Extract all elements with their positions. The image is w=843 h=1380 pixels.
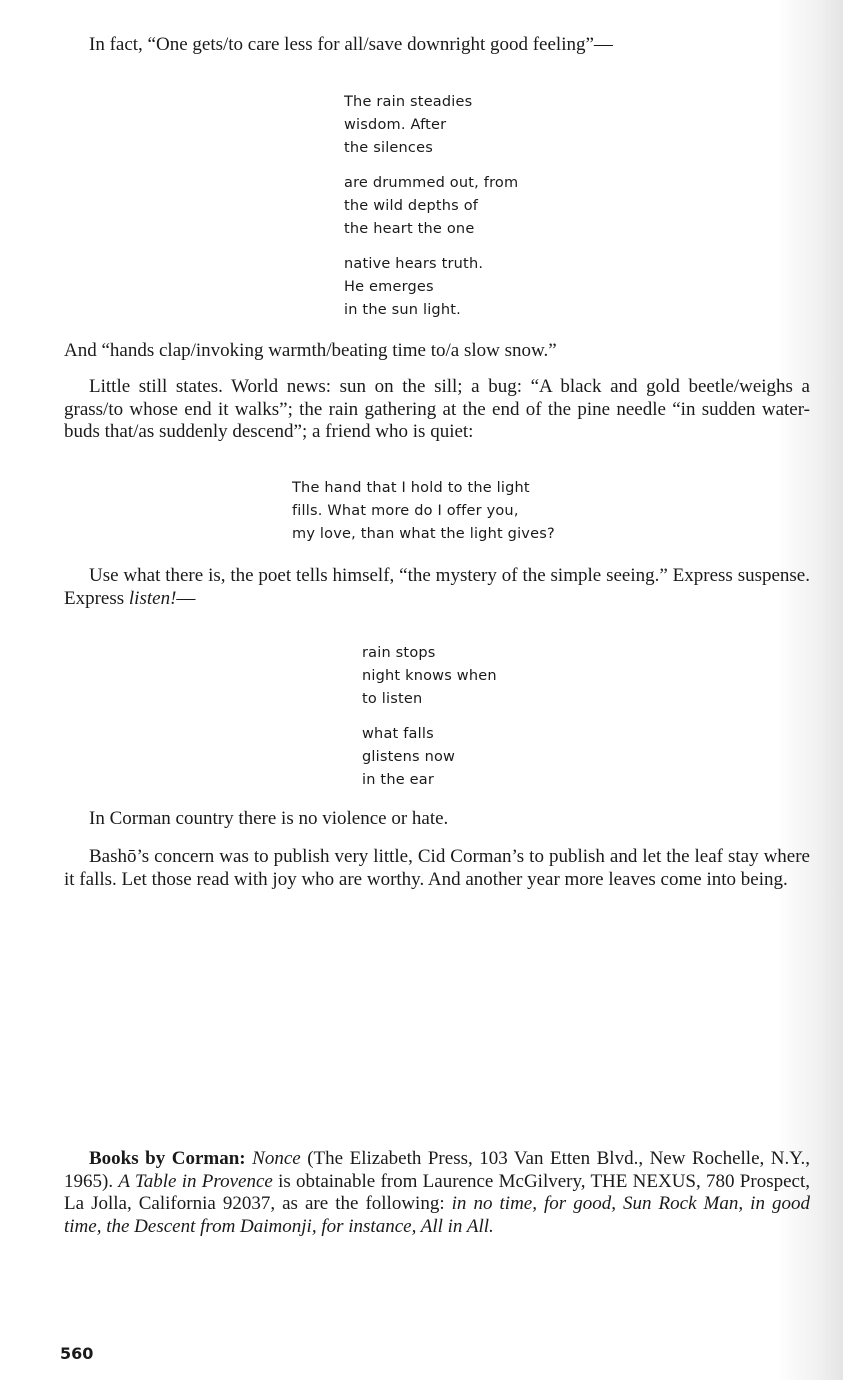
- poem-stanza: [292, 477, 555, 546]
- poem-hand-to-light: [292, 477, 555, 558]
- book-titles-list: in no time, for good, Sun Rock Man, in good time, the Descent from Daimonji, for instance, All in All.: [64, 1193, 810, 1237]
- paragraph-basho: Bashō’s concern was to publish very little, Cid Corman’s to publish and let the leaf stay where it falls. Let those read with joy who are worthy. And another year more leaves come into being.: [64, 846, 810, 890]
- poem-line: fills. What more do I offer you,: [292, 503, 519, 519]
- poem-rain-stops: [362, 642, 497, 804]
- poem-line: The rain steadies: [344, 94, 473, 110]
- poem-line: glistens now: [362, 749, 456, 765]
- poem-line: native hears truth.: [344, 256, 484, 272]
- poem-line: rain stops: [362, 645, 436, 661]
- poem-line: the silences: [344, 140, 433, 156]
- paragraph-hands-clap: And “hands clap/invoking warmth/beating time to/a slow snow.”: [64, 340, 557, 361]
- poem-line: night knows when: [362, 668, 497, 684]
- poem-line: He emerges: [344, 279, 434, 295]
- page-number: 560: [60, 1344, 94, 1363]
- poem-stanza: [362, 723, 497, 792]
- poem-stanza: [362, 642, 497, 711]
- books-by-corman-note: [64, 1148, 810, 1238]
- books-text-1: (The Elizabeth Press, 103 Van Etten Blvd., New Rochelle, N.Y., 1965).: [64, 1148, 811, 1192]
- poem-line: my love, than what the light gives?: [292, 526, 555, 542]
- paragraph-use-what-there-is: [64, 565, 810, 610]
- poem-line: in the ear: [362, 772, 435, 788]
- poem-rain-steadies: [344, 91, 518, 334]
- books-lead: Books by Corman:: [89, 1148, 246, 1169]
- poem-line: what falls: [362, 726, 434, 742]
- book-title-nonce: Nonce: [252, 1148, 301, 1169]
- poem-line: the wild depths of: [344, 198, 479, 214]
- paragraph-in-fact: In fact, “One gets/to care less for all/save downright good feeling”—: [89, 34, 613, 55]
- paragraph-little-still-states: Little still states. World news: sun on the sill; a bug: “A black and gold beetle/weighs a grass/to whose end it walks”; the rain gathering at the end of the pine needle “in sudden water-buds that/as suddenly descend”; a friend who is quiet:: [64, 376, 810, 442]
- poem-line: in the sun light.: [344, 302, 461, 318]
- paragraph-text: Use what there is, the poet tells himself, “the mystery of the simple seeing.” Express suspense. Express: [64, 565, 810, 609]
- em-dash: —: [176, 587, 196, 609]
- italic-listen: listen!: [128, 587, 177, 609]
- poem-line: to listen: [362, 691, 423, 707]
- poem-line: are drummed out, from: [344, 175, 519, 191]
- paragraph-corman-country: In Corman country there is no violence or hate.: [89, 808, 449, 829]
- poem-stanza: [344, 253, 518, 322]
- poem-stanza: [344, 91, 518, 160]
- poem-line: wisdom. After: [344, 117, 447, 133]
- poem-stanza: [344, 172, 518, 241]
- books-text-2: is obtainable from Laurence McGilvery, THE NEXUS, 780 Prospect, La Jolla, California 92037, as are the following:: [64, 1170, 810, 1214]
- book-title-table-in-provence: A Table in Provence: [118, 1170, 273, 1192]
- poem-line: the heart the one: [344, 221, 475, 237]
- poem-line: The hand that I hold to the light: [292, 480, 530, 496]
